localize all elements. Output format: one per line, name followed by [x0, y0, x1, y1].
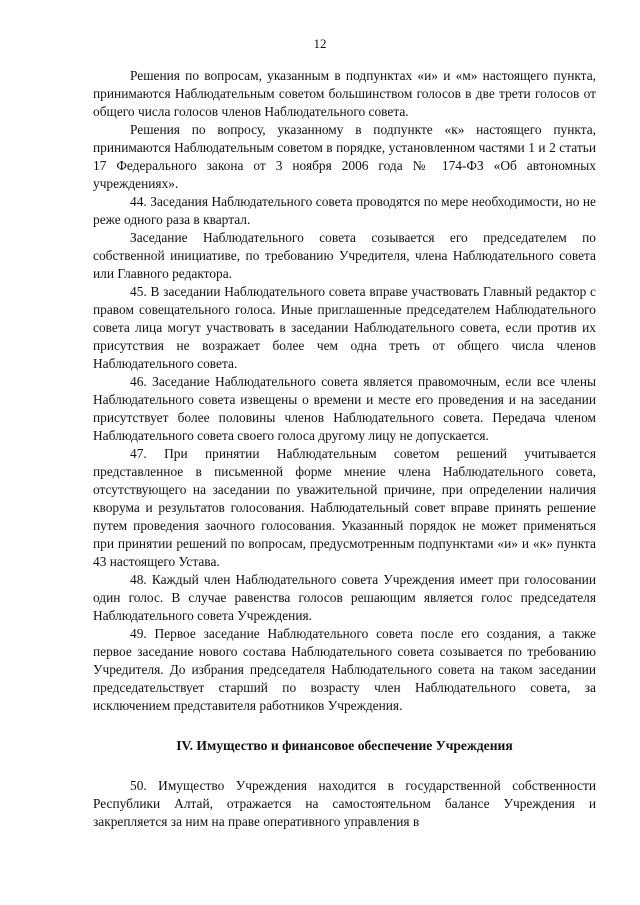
paragraph-decisions-k: Решения по вопросу, указанному в подпункте «к» настоящего пункта, принимаются Наблюдательным советом в порядке, установленном частями 1 и 2 статьи 17 Федерального закона от 3 ноября 2006 года № 174-ФЗ «Об автономных учреждениях». — [93, 122, 596, 191]
document-body — [93, 67, 596, 831]
paragraph-44: 44. Заседания Наблюдательного совета проводятся по мере необходимости, но не реже одного раза в квартал. — [93, 194, 596, 227]
section-heading: IV. Имущество и финансовое обеспечение Учреждения — [176, 738, 513, 753]
page-number: 12 — [313, 36, 327, 51]
paragraph-47: 47. При принятии Наблюдательным советом решений учитывается представленное в письменной форме мнение члена Наблюдательного совета, отсутствующего на заседании по уважительной причине, при определении наличия кворума и результатов голосования. Наблюдательный совет вправе принять решение путем проведения заочного голосования. Указанный порядок не может применяться при принятии решений по вопросам, предусмотренным подпунктами «и» и «к» пункта 43 настоящего Устава. — [93, 446, 596, 569]
paragraph-45: 45. В заседании Наблюдательного совета вправе участвовать Главный редактор с правом совещательного голоса. Иные приглашенные председателем Наблюдательного совета лица могут участвовать в заседании Наблюдательного совета, если против их присутствия не возражает более чем одна треть от общего числа членов Наблюдательного совета. — [93, 284, 596, 371]
paragraph-44-convening: Заседание Наблюдательного совета созывается его председателем по собственной инициативе, по требованию Учредителя, члена Наблюдательного совета или Главного редактора. — [93, 230, 596, 281]
paragraph-decisions-i-m: Решения по вопросам, указанным в подпунктах «и» и «м» настоящего пункта, принимаются Наблюдательным советом большинством голосов в две трети голосов от общего числа голосов членов Наблюдательного совета. — [93, 68, 596, 119]
paragraph-48: 48. Каждый член Наблюдательного совета Учреждения имеет при голосовании один голос. В случае равенства голосов решающим является голос председателя Наблюдательного совета Учреждения. — [93, 572, 596, 623]
paragraph-50: 50. Имущество Учреждения находится в государственной собственности Республики Алтай, отражается на самостоятельном балансе Учреждения и закрепляется за ним на праве оперативного управления в — [93, 778, 596, 829]
paragraph-49: 49. Первое заседание Наблюдательного совета после его создания, а также первое заседание нового состава Наблюдательного совета созывается по требованию Учредителя. До избрания председателя Наблюдательного совета на таком заседании председательствует старший по возрасту член Наблюдательного совета, за исключением представителя работников Учреждения. — [93, 626, 596, 713]
paragraph-46: 46. Заседание Наблюдательного совета является правомочным, если все члены Наблюдательного совета извещены о времени и месте его проведения и на заседании присутствует более половины членов Наблюдательного совета. Передача членом Наблюдательного совета своего голоса другому лицу не допускается. — [93, 374, 596, 443]
